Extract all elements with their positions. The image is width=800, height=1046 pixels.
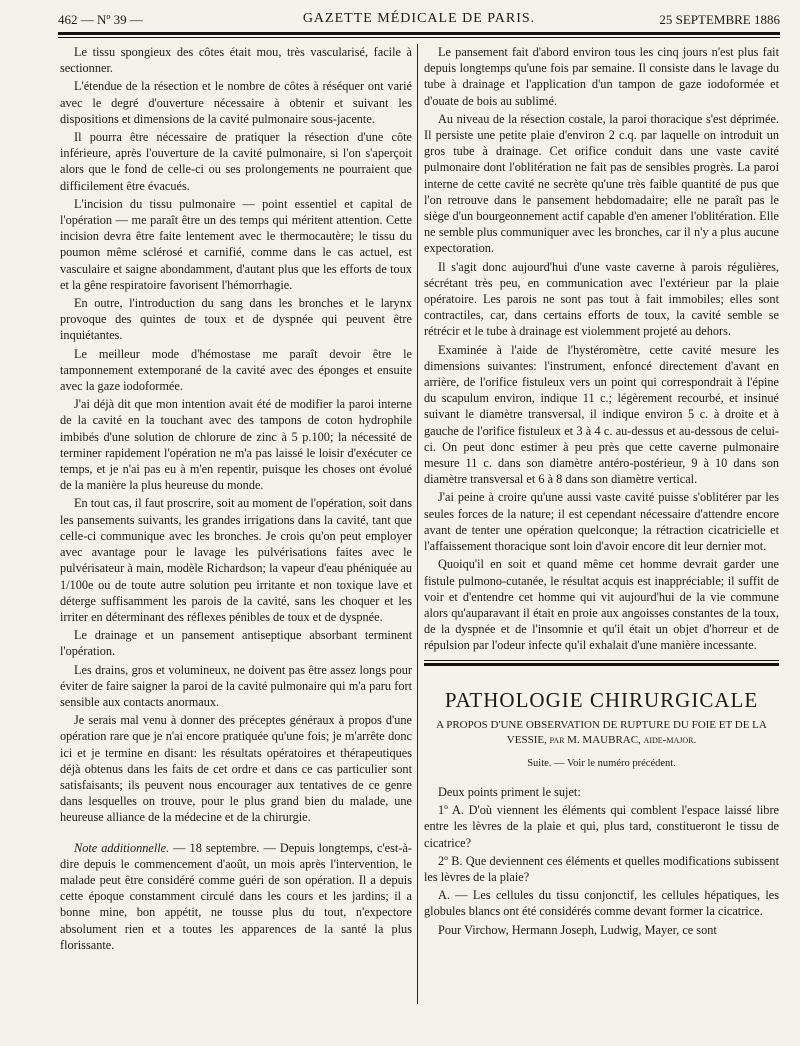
journal-title: GAZETTE MÉDICALE DE PARIS.: [302, 11, 536, 26]
paragraph: En outre, l'introduction du sang dans les bronches et le larynx provoque des quintes de toux et de dyspnée qui peuvent être inquiétantes.: [60, 296, 412, 343]
additional-note: [60, 840, 412, 953]
paragraph: En tout cas, il faut proscrire, soit au moment de l'opération, soit dans les pansements suivants, les grandes irrigations dans la cavité, tant que celle-ci communique avec les bronches. Je crois qu'on peut employer avec avantage pour le lavage les pulvérisations faites avec le pulvérisateur à main, modèle Richardson; la vapeur d'eau phéniquée au 1/100e ou de toute autre solution peu irritante et non toxique lave et déterge suffisamment les parois de la cavité, sans les choquer et les irriter en déterminant des réflexes pénibles de toux et de dyspnée.: [60, 496, 412, 624]
column-divider: [417, 44, 418, 1004]
section-subtitle: A PROPOS D'UNE OBSERVATION DE RUPTURE DU FOIE ET DE LA VESSIE, par M. MAUBRAC, aide-major.: [436, 718, 767, 746]
paragraph: Il pourra être nécessaire de pratiquer la résection d'une côte inférieure, après l'ouverture de la cavité pulmonaire, si l'on s'aperçoit alors que le fond de celle-ci ou ses prolongements ne pourraient que difficilement être évacués.: [60, 130, 412, 193]
header-rule-thin: [58, 37, 780, 38]
right-column: [424, 44, 779, 940]
paragraph: Examinée à l'aide de l'hystéromètre, cette cavité mesure les dimensions suivantes: l'instrument, enfoncé directement d'avant en arrière, de l'orifice fistuleux vers un point qui correspondrait à l'épine du scapulum environ, indique 11 c.; légèrement recourbé, et insinué suivant le diamètre transversal, il indique environ 5 c. à droite et à gauche de l'orifice fistuleux et 3 à 4 c. au-dessus et au-dessous de celui-ci. On peut donc estimer à peu près que cette caverne pulmonaire mesure 11 c. dans son diamètre antéro-postérieur, 9 à 10 dans son diamètre transversal et 6 à 8 dans son diamètre vertical.: [424, 342, 779, 487]
section-title: PATHOLOGIE CHIRURGICALE: [444, 687, 759, 712]
paragraph: Le drainage et un pansement antiseptique absorbant terminent l'opération.: [60, 628, 412, 659]
section-continuation-note: Suite. — Voir le numéro précédent.: [527, 757, 676, 769]
section-rule-thin: [424, 660, 779, 661]
paragraph: L'étendue de la résection et le nombre de côtes à réséquer ont varié avec le degré d'ouverture nécessaire à obtenir et suivant les dispositions et dimensions de la cavité pulmonaire sous-jacente.: [60, 79, 412, 126]
paragraph: 2º B. Que deviennent ces éléments et quelles modifications subissent les lèvres de la plaie?: [424, 853, 779, 884]
section-rule-thick: [424, 663, 779, 666]
paragraph: L'incision du tissu pulmonaire — point essentiel et capital de l'opération — me paraît être un des temps qui méritent attention. Cette incision devra être faite lentement avec le thermocautère; le tissu du poumon même sclérosé et carnifié, comme dans le cas actuel, est vasculaire et saigne abondamment, d'autant plus que les efforts de toux et la gêne respiratoire favorisent l'hémorrhagie.: [60, 196, 412, 292]
page-header: [58, 8, 780, 30]
paragraph: J'ai déjà dit que mon intention avait été de modifier la paroi interne de la cavité en la touchant avec des tampons de coton hydrophile imbibés d'une solution de chlorure de zinc à 5 p.100; la nécessité de terminer rapidement l'opération ne m'a pas laissé le loisir d'exécuter ce temps, et je n'ai pas eu à m'en repentir, puisque les choses ont évolué de la manière la plus heureuse du monde.: [60, 397, 412, 493]
paragraph: Pour Virchow, Hermann Joseph, Ludwig, Mayer, ce sont: [438, 922, 717, 937]
paragraph: Quoiqu'il en soit et quand même cet homme devrait garder une fistule pulmono-cutanée, le résultat acquis est inappréciable; il suffit de voir et d'entendre cet homme qui vit aujourd'hui de la vie commune alors qu'auparavant il était en proie aux angoisses constantes de la toux, de la dyspnée et de l'insomnie et qu'il était un objet d'horreur et de répulsion par l'odeur infecte qu'il exhalait d'une manière incessante.: [424, 557, 779, 653]
paragraph: Le tissu spongieux des côtes était mou, très vascularisé, facile à sectionner.: [60, 45, 412, 76]
paragraph: Les drains, gros et volumineux, ne doivent pas être assez longs pour éviter de faire saigner la paroi de la cavité pulmonaire qui m'a paru fort sensible aux contacts anormaux.: [60, 662, 412, 709]
left-column: [60, 44, 412, 955]
paragraph: A. — Les cellules du tissu conjonctif, les cellules hépatiques, les globules blancs ont été considérés comme devant former la cicatrice.: [424, 888, 779, 919]
paragraph: J'ai peine à croire qu'une aussi vaste cavité puisse s'oblitérer par les seules forces de la nature; il est cependant nécessaire d'attendre encore avant de tenter une opération quelconque; la rétraction cicatricielle et l'affaissement thoracique sont loin d'avoir encore dit leur dernier mot.: [424, 490, 779, 554]
paragraph: Au niveau de la résection costale, la paroi thoracique s'est déprimée. Il persiste une petite plaie d'environ 2 c.q. par laquelle on introduit un gros tube à drainage. Cet orifice conduit dans une vaste cavité pulmonaire dont l'oblitération ne fait pas de sensibles progrès. La paroi interne de cette cavité ne secrète qu'une très faible quantité de pus que l'on retrouve dans le pansement hebdomadaire; elle ne paraît pas le siège d'un bourgeonnement actif capable d'en amener l'oblitération. Elle ne semble plus communiquer avec les bronches, car il n'y a plus aucune expectoration.: [424, 111, 779, 256]
paragraph: Il s'agit donc aujourd'hui d'une vaste caverne à parois régulières, sécrétant très peu, en communication avec l'extérieur par la plaie opératoire. Les parois ne sont pas tout à fait immobiles; elles sont contractiles, car, dans certains efforts de toux, la cavité semble se rétrécir et le tube à drainage est violemment projeté au dehors.: [424, 259, 779, 339]
paragraph: Deux points priment le sujet:: [438, 784, 581, 799]
paragraph: 1º A. D'où viennent les éléments qui comblent l'espace laissé libre entre les lèvres de la plaie et qui, plus tard, constitueront le tissu de cicatrice?: [424, 803, 779, 850]
note-label: Note additionnelle.: [74, 840, 170, 855]
issue-date: 25 SEPTEMBRE 1886: [659, 12, 780, 27]
header-rule-thick: [58, 32, 780, 35]
paragraph: Le pansement fait d'abord environ tous les cinq jours n'est plus fait depuis longtemps qu'une fois par semaine. Il consiste dans le lavage du tube à drainage et l'application d'un tampon de gaze iodoformée et d'ouate de bois au sublimé.: [424, 45, 779, 108]
paragraph: Je serais mal venu à donner des préceptes généraux à propos d'une opération rare que je n'ai encore pratiquée qu'une fois; je m'arrête donc ici et je termine en disant: les résultats opératoires et thérapeutiques déjà obtenus dans les faits de cet ordre et dans ce cas particulier sont satisfaisants; ils peuvent nous encourager aux tentatives de ce genre dans lesquelles on trouve, pour le plus grand bien du malade, une heureuse alliance de la médecine et de la chirurgie.: [60, 713, 412, 825]
note-text: — 18 septembre. — Depuis longtemps, c'est-à-dire depuis le commencement d'août, un mois après l'intervention, le malade peut être considéré comme guéri de son opération. Il a depuis cette époque constamment circulé dans les cours et les jardins; il a bonne mine, bon appétit, ne tousse plus du tout, n'expectore absolument rien et a toutes les apparences de la santé la plus florissante.: [60, 840, 412, 952]
paragraph: Le meilleur mode d'hémostase me paraît devoir être le tamponnement extemporané de la cavité avec des éponges et ensuite avec la gaze iodoformée.: [60, 346, 412, 394]
page-number: 462 — Nº 39 —: [58, 12, 143, 27]
